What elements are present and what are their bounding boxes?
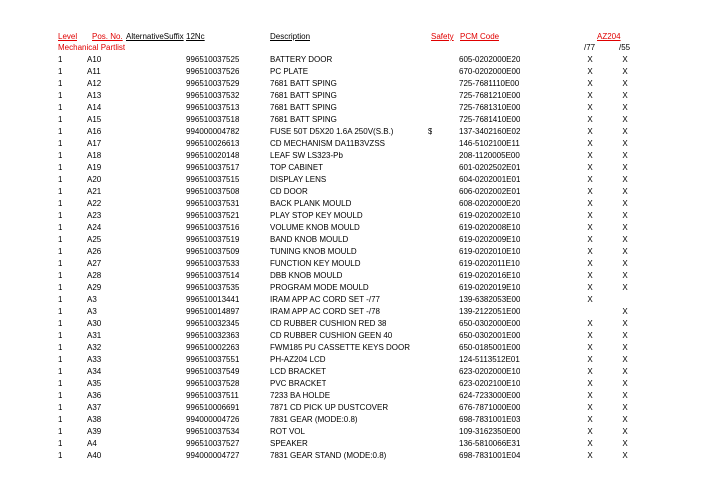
cell-pcm-code: 605-0202000E20 <box>459 55 521 64</box>
cell-12nc: 996510037513 <box>186 103 240 112</box>
cell-variant-77: X <box>587 295 593 304</box>
cell-pcm-code: 139-6382053E00 <box>459 295 521 304</box>
cell-description: FUNCTION KEY MOULD <box>270 259 361 268</box>
cell-variant-77: X <box>587 319 593 328</box>
cell-12nc: 996510006691 <box>186 403 240 412</box>
cell-variant-55: X <box>622 139 628 148</box>
cell-level: 1 <box>58 355 63 364</box>
cell-pos-no: A27 <box>87 259 102 268</box>
cell-12nc: 996510037521 <box>186 211 240 220</box>
cell-variant-55: X <box>622 283 628 292</box>
section-title: Mechanical Partlist <box>58 43 126 52</box>
cell-12nc: 996510026613 <box>186 139 240 148</box>
cell-pcm-code: 109-3162350E00 <box>459 427 521 436</box>
header-description: Description <box>270 32 311 41</box>
cell-pos-no: A21 <box>87 187 102 196</box>
cell-pcm-code: 670-0202000E00 <box>459 67 521 76</box>
cell-pos-no: A3 <box>87 307 97 316</box>
cell-variant-55: X <box>622 163 628 172</box>
cell-pos-no: A18 <box>87 151 102 160</box>
cell-variant-55: X <box>622 259 628 268</box>
cell-pos-no: A32 <box>87 343 102 352</box>
cell-variant-77: X <box>587 151 593 160</box>
cell-variant-55: X <box>622 451 628 460</box>
cell-12nc: 996510037509 <box>186 247 240 256</box>
cell-12nc: 996510037519 <box>186 235 240 244</box>
cell-variant-55: X <box>622 427 628 436</box>
cell-12nc: 996510037516 <box>186 223 240 232</box>
cell-variant-77: X <box>587 439 593 448</box>
cell-description: LCD BRACKET <box>270 367 327 376</box>
cell-description: CD RUBBER CUSHION GEEN 40 <box>270 331 393 340</box>
table-row <box>0 78 702 90</box>
cell-pcm-code: 623-0202100E10 <box>459 379 521 388</box>
table-row <box>0 414 702 426</box>
cell-variant-55: X <box>622 415 628 424</box>
table-row <box>0 318 702 330</box>
cell-description: BAND KNOB MOULD <box>270 235 349 244</box>
cell-variant-55: X <box>622 391 628 400</box>
cell-pcm-code: 624-7233000E00 <box>459 391 521 400</box>
cell-variant-55: X <box>622 247 628 256</box>
cell-description: PC PLATE <box>270 67 309 76</box>
cell-variant-55: X <box>622 103 628 112</box>
cell-pcm-code: 698-7831001E03 <box>459 415 521 424</box>
table-row <box>0 198 702 210</box>
cell-12nc: 996510032345 <box>186 319 240 328</box>
cell-description: DISPLAY LENS <box>270 175 327 184</box>
cell-description: BATTERY DOOR <box>270 55 333 64</box>
cell-level: 1 <box>58 175 63 184</box>
cell-pos-no: A12 <box>87 79 102 88</box>
cell-variant-55: X <box>622 319 628 328</box>
cell-level: 1 <box>58 91 63 100</box>
table-row <box>0 210 702 222</box>
cell-level: 1 <box>58 223 63 232</box>
cell-pos-no: A38 <box>87 415 102 424</box>
table-row <box>0 402 702 414</box>
cell-variant-77: X <box>587 187 593 196</box>
cell-level: 1 <box>58 427 63 436</box>
cell-level: 1 <box>58 103 63 112</box>
cell-variant-77: X <box>587 115 593 124</box>
cell-level: 1 <box>58 139 63 148</box>
cell-description: LEAF SW LS323-Pb <box>270 151 343 160</box>
cell-variant-77: X <box>587 235 593 244</box>
cell-variant-55: X <box>622 175 628 184</box>
cell-pcm-code: 619-0202019E10 <box>459 283 521 292</box>
table-row <box>0 90 702 102</box>
cell-level: 1 <box>58 403 63 412</box>
cell-pos-no: A25 <box>87 235 102 244</box>
cell-pos-no: A37 <box>87 403 102 412</box>
cell-variant-55: X <box>622 271 628 280</box>
cell-variant-77: X <box>587 79 593 88</box>
cell-description: PLAY STOP KEY MOULD <box>270 211 363 220</box>
cell-12nc: 996510037529 <box>186 79 240 88</box>
cell-description: 7681 BATT SPING <box>270 79 337 88</box>
table-row <box>0 246 702 258</box>
cell-variant-77: X <box>587 403 593 412</box>
cell-pcm-code: 623-0202000E10 <box>459 367 521 376</box>
header-pos-no: Pos. No. <box>92 32 123 41</box>
cell-12nc: 996510037549 <box>186 367 240 376</box>
cell-12nc: 996510037528 <box>186 379 240 388</box>
cell-variant-55: X <box>622 151 628 160</box>
cell-variant-55: X <box>622 439 628 448</box>
cell-pcm-code: 650-0302000E00 <box>459 319 521 328</box>
variant-77-label: /77 <box>584 43 596 52</box>
cell-variant-55: X <box>622 127 628 136</box>
table-row <box>0 114 702 126</box>
cell-12nc: 996510037514 <box>186 271 240 280</box>
table-row <box>0 330 702 342</box>
cell-description: FUSE 50T D5X20 1.6A 250V(S.B.) <box>270 127 394 136</box>
cell-variant-77: X <box>587 259 593 268</box>
cell-level: 1 <box>58 331 63 340</box>
cell-description: 7831 GEAR STAND (MODE:0.8) <box>270 451 387 460</box>
cell-level: 1 <box>58 115 63 124</box>
cell-pcm-code: 619-0202016E10 <box>459 271 521 280</box>
cell-level: 1 <box>58 151 63 160</box>
cell-pos-no: A36 <box>87 391 102 400</box>
cell-pcm-code: 124-5113512E01 <box>459 355 520 364</box>
cell-pos-no: A3 <box>87 295 97 304</box>
table-row <box>0 450 702 462</box>
cell-description: FWM185 PU CASSETTE KEYS DOOR <box>270 343 411 352</box>
table-row <box>0 366 702 378</box>
cell-description: TOP CABINET <box>270 163 324 172</box>
cell-variant-77: X <box>587 271 593 280</box>
cell-pcm-code: 650-0302001E00 <box>459 331 521 340</box>
cell-description: 7831 GEAR (MODE:0.8) <box>270 415 358 424</box>
cell-variant-55: X <box>622 355 628 364</box>
cell-description: CD DOOR <box>270 187 308 196</box>
cell-pcm-code: 146-5102100E11 <box>459 139 520 148</box>
cell-level: 1 <box>58 127 63 136</box>
table-row <box>0 174 702 186</box>
cell-pos-no: A40 <box>87 451 102 460</box>
cell-description: IRAM APP AC CORD SET -/77 <box>270 295 380 304</box>
cell-pcm-code: 650-0185001E00 <box>459 343 521 352</box>
table-row <box>0 138 702 150</box>
table-row <box>0 342 702 354</box>
cell-pos-no: A13 <box>87 91 102 100</box>
cell-12nc: 996510037515 <box>186 175 240 184</box>
cell-pos-no: A26 <box>87 247 102 256</box>
cell-variant-77: X <box>587 283 593 292</box>
cell-variant-55: X <box>622 403 628 412</box>
cell-variant-77: X <box>587 451 593 460</box>
cell-variant-77: X <box>587 67 593 76</box>
cell-variant-55: X <box>622 67 628 76</box>
cell-variant-55: X <box>622 79 628 88</box>
table-row <box>0 438 702 450</box>
cell-variant-55: X <box>622 199 628 208</box>
cell-variant-55: X <box>622 343 628 352</box>
cell-description: BACK PLANK MOULD <box>270 199 352 208</box>
table-row <box>0 294 702 306</box>
table-row <box>0 66 702 78</box>
cell-pcm-code: 601-0202502E01 <box>459 163 521 172</box>
cell-level: 1 <box>58 67 63 76</box>
cell-level: 1 <box>58 283 63 292</box>
cell-variant-55: X <box>622 223 628 232</box>
cell-description: PH-AZ204 LCD <box>270 355 326 364</box>
table-row <box>0 270 702 282</box>
cell-variant-77: X <box>587 391 593 400</box>
cell-12nc: 996510037525 <box>186 55 240 64</box>
cell-12nc: 996510037508 <box>186 187 240 196</box>
cell-level: 1 <box>58 163 63 172</box>
cell-level: 1 <box>58 367 63 376</box>
header-pcm-code: PCM Code <box>460 32 500 41</box>
table-row <box>0 162 702 174</box>
cell-pos-no: A4 <box>87 439 97 448</box>
cell-description: DBB KNOB MOULD <box>270 271 343 280</box>
cell-description: SPEAKER <box>270 439 308 448</box>
cell-12nc: 996510037511 <box>186 391 239 400</box>
cell-pcm-code: 698-7831001E04 <box>459 451 521 460</box>
table-row <box>0 54 702 66</box>
cell-pos-no: A35 <box>87 379 102 388</box>
cell-pos-no: A33 <box>87 355 102 364</box>
cell-12nc: 996510037535 <box>186 283 240 292</box>
cell-variant-77: X <box>587 223 593 232</box>
cell-12nc: 996510013441 <box>186 295 240 304</box>
cell-pcm-code: 619-0202008E10 <box>459 223 521 232</box>
cell-pcm-code: 725-7681110E00 <box>459 79 520 88</box>
cell-level: 1 <box>58 343 63 352</box>
cell-level: 1 <box>58 391 63 400</box>
cell-description: VOLUME KNOB MOULD <box>270 223 360 232</box>
cell-description: PROGRAM MODE MOULD <box>270 283 369 292</box>
cell-variant-77: X <box>587 379 593 388</box>
cell-pos-no: A16 <box>87 127 102 136</box>
cell-pcm-code: 139-2122051E00 <box>459 307 521 316</box>
cell-12nc: 996510037531 <box>186 199 240 208</box>
cell-description: 7681 BATT SPING <box>270 103 337 112</box>
cell-level: 1 <box>58 439 63 448</box>
cell-12nc: 996510037534 <box>186 427 240 436</box>
cell-description: IRAM APP AC CORD SET -/78 <box>270 307 380 316</box>
cell-pos-no: A19 <box>87 163 102 172</box>
cell-variant-55: X <box>622 211 628 220</box>
cell-description: CD RUBBER CUSHION RED 38 <box>270 319 387 328</box>
table-row <box>0 186 702 198</box>
cell-pcm-code: 725-7681410E00 <box>459 115 521 124</box>
cell-12nc: 996510037518 <box>186 115 240 124</box>
cell-12nc: 996510037527 <box>186 439 240 448</box>
cell-variant-77: X <box>587 163 593 172</box>
cell-description: CD MECHANISM DA11B3VZSS <box>270 139 385 148</box>
cell-variant-77: X <box>587 127 593 136</box>
cell-pcm-code: 208-1120005E00 <box>459 151 520 160</box>
cell-pcm-code: 606-0202002E01 <box>459 187 521 196</box>
cell-variant-55: X <box>622 379 628 388</box>
cell-variant-77: X <box>587 355 593 364</box>
cell-variant-77: X <box>587 415 593 424</box>
cell-variant-77: X <box>587 343 593 352</box>
cell-level: 1 <box>58 415 63 424</box>
cell-variant-55: X <box>622 367 628 376</box>
cell-description: ROT VOL <box>270 427 305 436</box>
cell-12nc: 996510014897 <box>186 307 240 316</box>
cell-variant-77: X <box>587 367 593 376</box>
cell-variant-55: X <box>622 55 628 64</box>
cell-level: 1 <box>58 319 63 328</box>
cell-level: 1 <box>58 259 63 268</box>
table-row <box>0 222 702 234</box>
table-row <box>0 234 702 246</box>
cell-level: 1 <box>58 247 63 256</box>
table-row <box>0 378 702 390</box>
cell-variant-77: X <box>587 55 593 64</box>
cell-pos-no: A23 <box>87 211 102 220</box>
cell-pcm-code: 137-3402160E02 <box>459 127 521 136</box>
cell-description: PVC BRACKET <box>270 379 327 388</box>
cell-12nc: 996510037526 <box>186 67 240 76</box>
cell-pcm-code: 725-7681210E00 <box>459 91 521 100</box>
cell-12nc: 996510020148 <box>186 151 240 160</box>
cell-variant-77: X <box>587 139 593 148</box>
cell-level: 1 <box>58 271 63 280</box>
table-row <box>0 150 702 162</box>
cell-variant-55: X <box>622 91 628 100</box>
cell-pos-no: A34 <box>87 367 102 376</box>
cell-variant-77: X <box>587 211 593 220</box>
cell-pcm-code: 725-7681310E00 <box>459 103 521 112</box>
cell-12nc: 996510002263 <box>186 343 240 352</box>
cell-pcm-code: 619-0202002E10 <box>459 211 521 220</box>
cell-description: 7233 BA HOLDE <box>270 391 331 400</box>
table-row <box>0 258 702 270</box>
cell-variant-77: X <box>587 331 593 340</box>
cell-description: 7681 BATT SPING <box>270 115 337 124</box>
cell-level: 1 <box>58 235 63 244</box>
cell-pos-no: A29 <box>87 283 102 292</box>
cell-safety: $ <box>428 127 433 136</box>
header-12nc: 12Nc <box>186 32 205 41</box>
cell-level: 1 <box>58 379 63 388</box>
cell-pcm-code: 619-0202010E10 <box>459 247 521 256</box>
cell-pcm-code: 604-0202001E01 <box>459 175 521 184</box>
cell-variant-77: X <box>587 199 593 208</box>
cell-12nc: 994000004727 <box>186 451 240 460</box>
cell-pos-no: A20 <box>87 175 102 184</box>
cell-level: 1 <box>58 451 63 460</box>
cell-variant-77: X <box>587 427 593 436</box>
cell-12nc: 996510037532 <box>186 91 240 100</box>
cell-pcm-code: 619-0202009E10 <box>459 235 521 244</box>
cell-variant-77: X <box>587 103 593 112</box>
header-model: AZ204 <box>597 32 621 41</box>
header-level: Level <box>58 32 78 41</box>
cell-pos-no: A15 <box>87 115 102 124</box>
cell-pos-no: A22 <box>87 199 102 208</box>
cell-pos-no: A14 <box>87 103 102 112</box>
cell-12nc: 996510037551 <box>186 355 240 364</box>
table-row <box>0 390 702 402</box>
cell-12nc: 994000004726 <box>186 415 240 424</box>
cell-variant-55: X <box>622 307 628 316</box>
cell-level: 1 <box>58 307 63 316</box>
header-safety: Safety <box>431 32 454 41</box>
cell-pcm-code: 608-0202000E20 <box>459 199 521 208</box>
table-row <box>0 426 702 438</box>
cell-pcm-code: 619-0202011E10 <box>459 259 520 268</box>
table-row <box>0 354 702 366</box>
cell-level: 1 <box>58 79 63 88</box>
cell-12nc: 996510032363 <box>186 331 240 340</box>
cell-variant-55: X <box>622 331 628 340</box>
table-row <box>0 306 702 318</box>
cell-12nc: 996510037517 <box>186 163 240 172</box>
variant-55-label: /55 <box>619 43 631 52</box>
cell-level: 1 <box>58 55 63 64</box>
cell-12nc: 996510037533 <box>186 259 240 268</box>
cell-variant-55 <box>619 294 631 306</box>
cell-description: 7871 CD PICK UP DUSTCOVER <box>270 403 389 412</box>
cell-variant-55: X <box>622 187 628 196</box>
cell-description: TUNING KNOB MOULD <box>270 247 357 256</box>
cell-12nc: 994000004782 <box>186 127 240 136</box>
cell-variant-55: X <box>622 235 628 244</box>
table-row <box>0 126 702 138</box>
cell-variant-77: X <box>587 175 593 184</box>
cell-variant-77: X <box>587 91 593 100</box>
table-row <box>0 282 702 294</box>
cell-pos-no: A31 <box>87 331 102 340</box>
cell-pcm-code: 676-7871000E00 <box>459 403 521 412</box>
cell-pos-no: A11 <box>87 67 101 76</box>
cell-pcm-code: 136-5810066E31 <box>459 439 521 448</box>
cell-pos-no: A39 <box>87 427 102 436</box>
cell-pos-no: A24 <box>87 223 102 232</box>
cell-level: 1 <box>58 211 63 220</box>
cell-pos-no: A30 <box>87 319 102 328</box>
header-alternative-suffix: AlternativeSuffix <box>126 32 184 41</box>
table-row <box>0 102 702 114</box>
cell-pos-no: A28 <box>87 271 102 280</box>
cell-description: 7681 BATT SPING <box>270 91 337 100</box>
cell-variant-55: X <box>622 115 628 124</box>
cell-level: 1 <box>58 295 63 304</box>
cell-pos-no: A17 <box>87 139 102 148</box>
cell-level: 1 <box>58 199 63 208</box>
cell-variant-77: X <box>587 247 593 256</box>
cell-pos-no: A10 <box>87 55 102 64</box>
cell-variant-77 <box>584 306 596 318</box>
cell-level: 1 <box>58 187 63 196</box>
